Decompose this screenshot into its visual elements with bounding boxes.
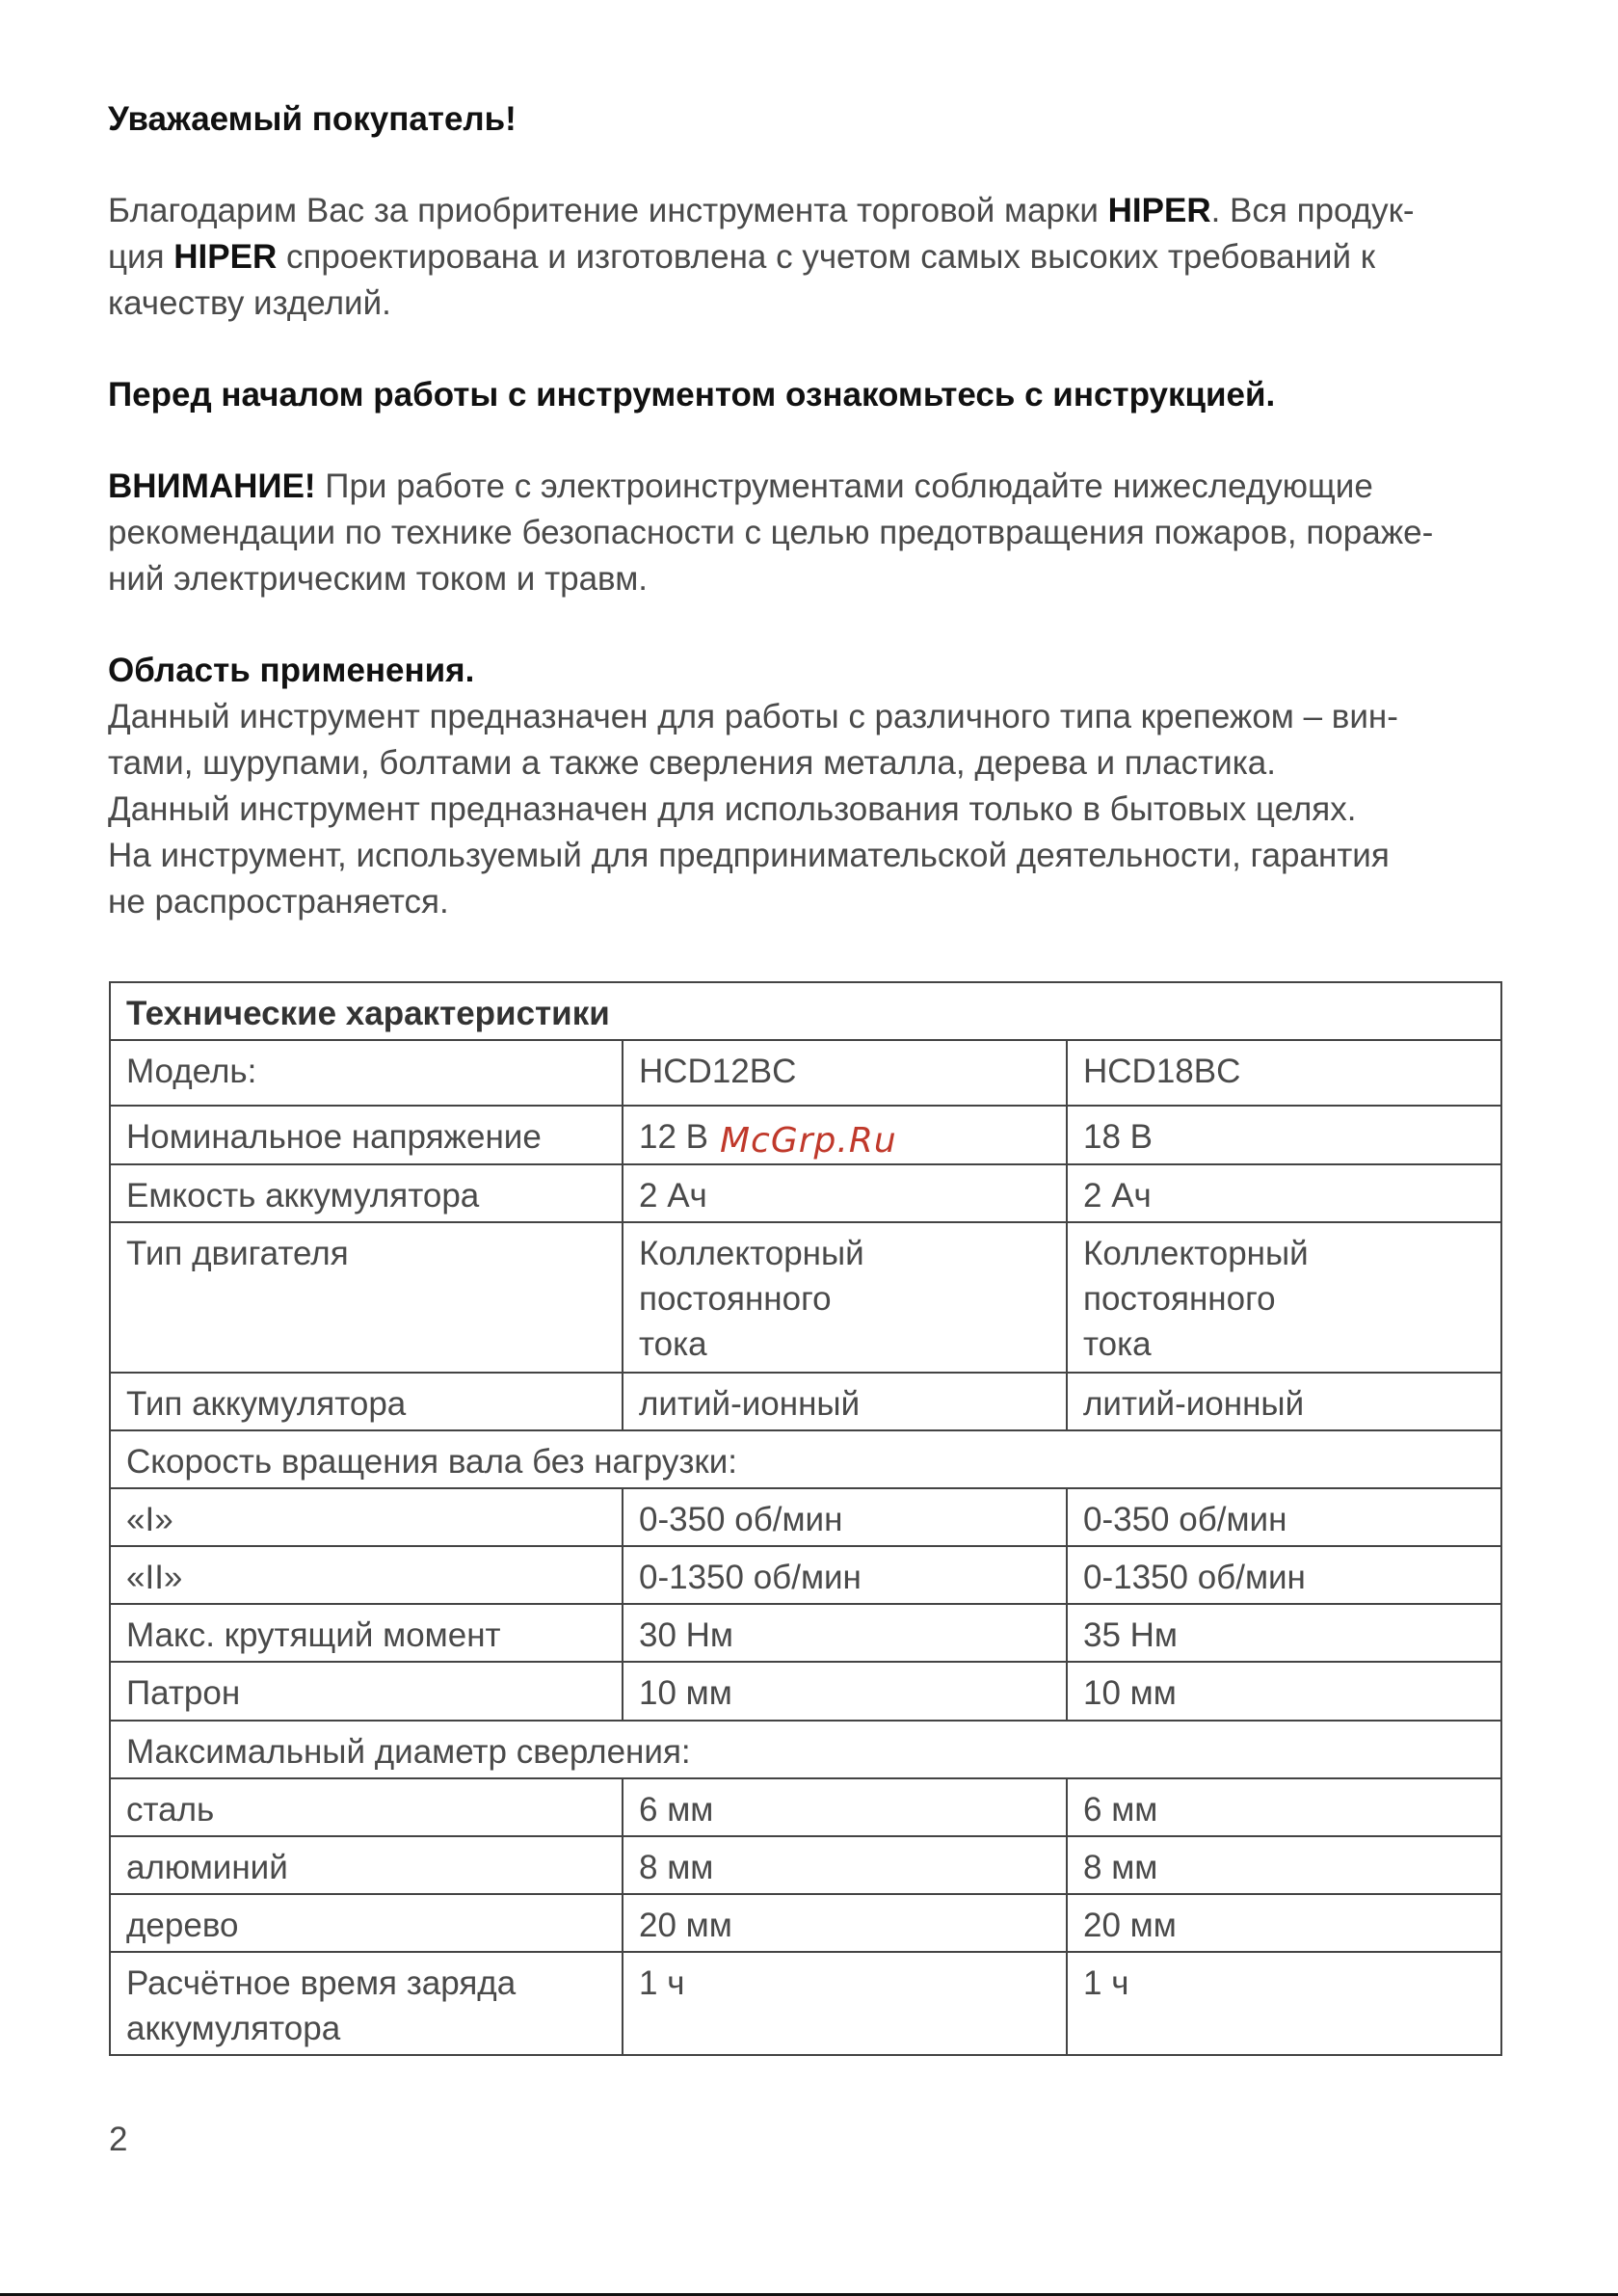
brand-name: HIPER <box>173 238 278 276</box>
table-cell: Макс. крутящий момент <box>110 1604 623 1662</box>
table-section-header: Максимальный диаметр сверления: <box>110 1721 1501 1778</box>
table-cell: Патрон <box>110 1662 623 1721</box>
table-cell: 0-1350 об/мин <box>1067 1546 1501 1604</box>
table-row <box>110 1662 1501 1721</box>
table-cell: 8 мм <box>1067 1836 1501 1894</box>
table-title: Технические характеристики <box>110 982 1501 1040</box>
table-cell: «I» <box>110 1488 623 1546</box>
table-cell: 8 мм <box>623 1836 1067 1894</box>
table-row <box>110 982 1501 1040</box>
table-row <box>110 1778 1501 1836</box>
table-cell: Тип аккумулятора <box>110 1373 623 1430</box>
table-row <box>110 1894 1501 1952</box>
table-cell: Емкость аккумулятора <box>110 1164 623 1222</box>
table-cell: Модель: <box>110 1040 623 1106</box>
table-row <box>110 1546 1501 1604</box>
table-cell: дерево <box>110 1894 623 1952</box>
document-body <box>108 96 1505 925</box>
table-row <box>110 1164 1501 1222</box>
table-cell: 0-350 об/мин <box>623 1488 1067 1546</box>
table-cell: 0-1350 об/мин <box>623 1546 1067 1604</box>
area-of-use-title: Область применения. <box>108 652 475 689</box>
table-cell: 6 мм <box>623 1778 1067 1836</box>
watermark: McGrp.Ru <box>720 1121 897 1161</box>
table-cell: литий-ионный <box>1067 1373 1501 1430</box>
page-number: 2 <box>109 2121 128 2158</box>
table-row <box>110 1430 1501 1488</box>
read-instructions-notice: Перед началом работы с инструментом ознакомьтесь с инструкцией. <box>108 376 1276 414</box>
table-row <box>110 1373 1501 1430</box>
table-cell: 10 мм <box>623 1662 1067 1721</box>
table-cell: 2 Ач <box>623 1164 1067 1222</box>
table-row <box>110 1488 1501 1546</box>
table-row <box>110 1222 1501 1373</box>
table-cell: Тип двигателя <box>110 1222 623 1373</box>
table-cell: 1 ч <box>1067 1952 1501 2055</box>
intro-paragraph: Благодарим Вас за приобритение инструмента торговой марки HIPER. Вся продук- ция HIPER спроектирована и изготовлена с учетом самых высоких требований к качеству изделий. <box>108 192 1415 322</box>
table-cell: Расчётное время заряда аккумулятора <box>110 1952 623 2055</box>
table-cell: HCD12BC <box>623 1040 1067 1106</box>
table-row <box>110 1952 1501 2055</box>
brand-name: HIPER <box>1107 192 1211 229</box>
table-cell: сталь <box>110 1778 623 1836</box>
table-cell: 30 Нм <box>623 1604 1067 1662</box>
table-section-header: Скорость вращения вала без нагрузки: <box>110 1430 1501 1488</box>
table-cell: Коллекторный постоянного тока <box>1067 1222 1501 1373</box>
table-cell: 12 В <box>623 1106 1067 1164</box>
table-cell: 18 В <box>1067 1106 1501 1164</box>
table-cell: HCD18BC <box>1067 1040 1501 1106</box>
table-cell: 0-350 об/мин <box>1067 1488 1501 1546</box>
table-cell: 6 мм <box>1067 1778 1501 1836</box>
table-cell: Коллекторный постоянного тока <box>623 1222 1067 1373</box>
table-cell: 2 Ач <box>1067 1164 1501 1222</box>
table-row <box>110 1836 1501 1894</box>
table-cell: 35 Нм <box>1067 1604 1501 1662</box>
table-cell: алюминий <box>110 1836 623 1894</box>
table-cell: 20 мм <box>623 1894 1067 1952</box>
attention-paragraph: ВНИМАНИЕ! При работе с электроинструментами соблюдайте нижеследующие рекомендации по технике безопасности с целью предотвращения пожаров, пораже- ний электрическим током и травм. <box>108 467 1434 598</box>
table-row <box>110 1040 1501 1106</box>
table-row <box>110 1604 1501 1662</box>
table-cell: «II» <box>110 1546 623 1604</box>
table-cell: Номинальное напряжение <box>110 1106 623 1164</box>
attention-label: ВНИМАНИЕ! <box>108 467 316 505</box>
table-cell: 20 мм <box>1067 1894 1501 1952</box>
table-row <box>110 1721 1501 1778</box>
table-cell: 1 ч <box>623 1952 1067 2055</box>
table-cell: 10 мм <box>1067 1662 1501 1721</box>
greeting-heading: Уважаемый покупатель! <box>108 100 517 138</box>
area-of-use-paragraph: Область применения. Данный инструмент предназначен для работы с различного типа крепежом – вин- тами, шурупами, болтами а также сверления металла, дерева и пластика. Данный инструмент предназначен для использования только в бытовых целях. На инструмент, используемый для предпринимательской деятельности, гарантия не распространяется. <box>108 652 1398 921</box>
table-cell: литий-ионный <box>623 1373 1067 1430</box>
